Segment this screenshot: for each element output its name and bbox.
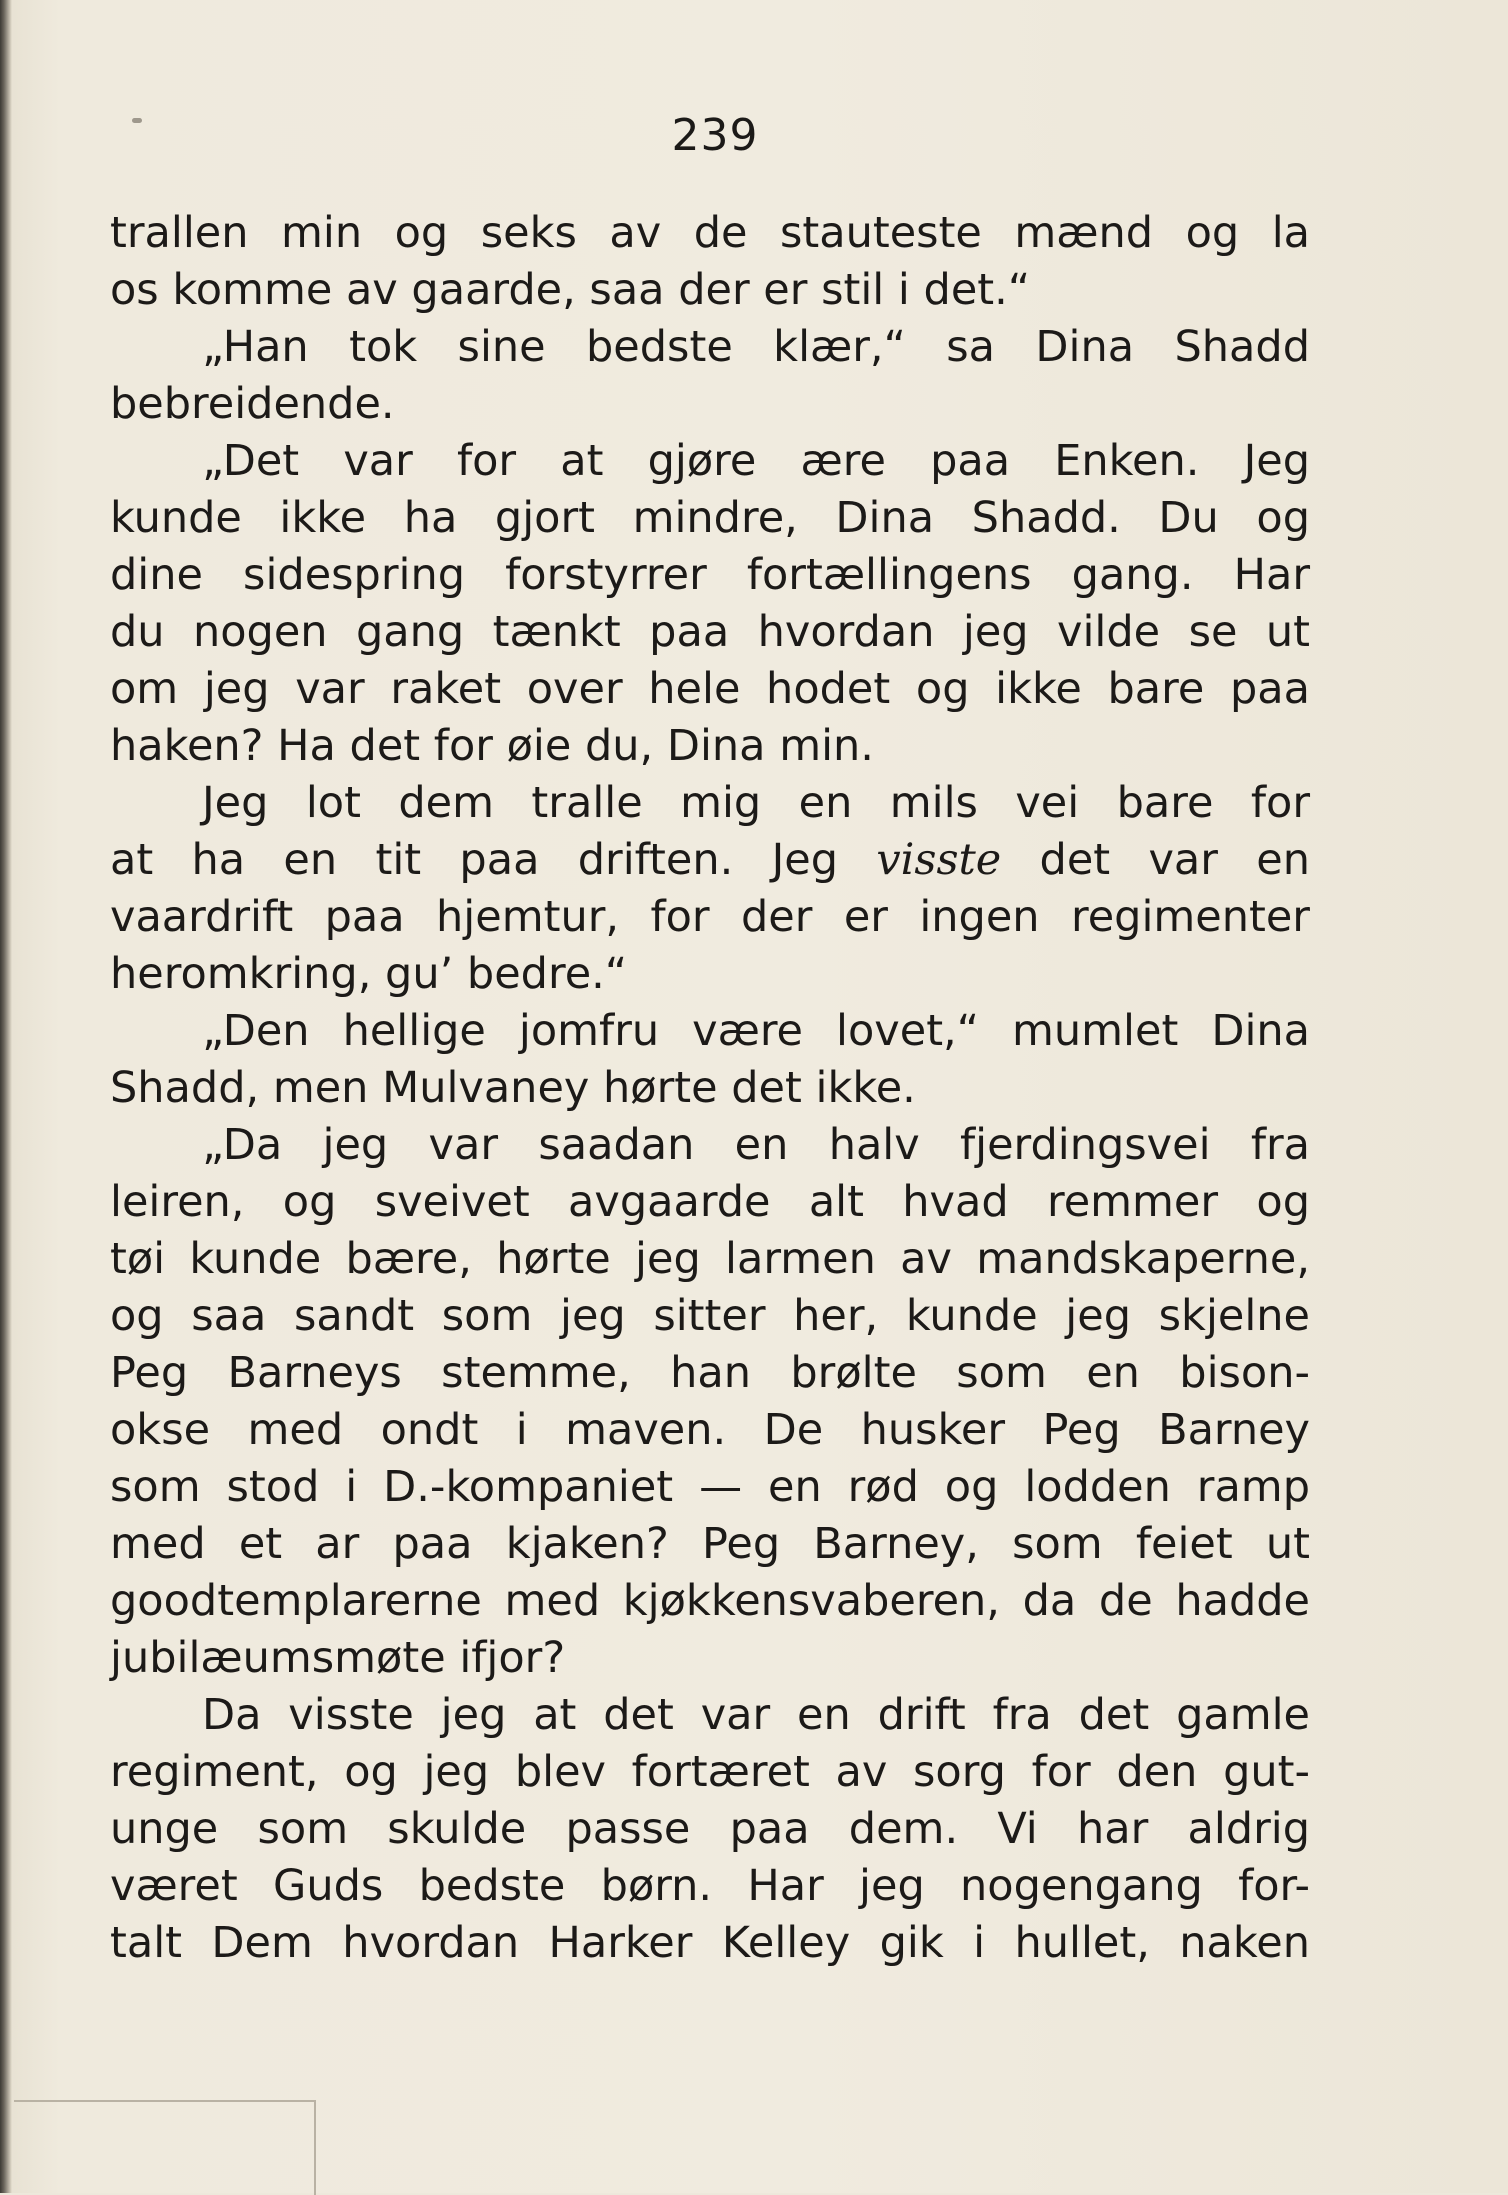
page-number: 239 (671, 110, 759, 161)
scan-corner-mark (14, 2100, 316, 2195)
text-line: vaardrift paa hjemtur, for der er ingen regimenter (110, 892, 1310, 942)
text-line: okse med ondt i maven. De husker Peg Barney (110, 1405, 1310, 1455)
text-line: unge som skulde passe paa dem. Vi har aldrig (110, 1804, 1310, 1854)
text-line: om jeg var raket over hele hodet og ikke bare paa (110, 664, 1310, 714)
text-line (110, 832, 1310, 889)
text-line: du nogen gang tænkt paa hvordan jeg vilde se ut (110, 607, 1310, 657)
text-line: talt Dem hvordan Harker Kelley gik i hullet, naken (110, 1918, 1310, 1968)
text-line: dine sidespring forstyrrer fortællingens gang. Har (110, 550, 1310, 600)
text-line: Da visste jeg at det var en drift fra det gamle (202, 1690, 1310, 1740)
text-line: med et ar paa kjaken? Peg Barney, som feiet ut (110, 1519, 1310, 1569)
text-line: „Han tok sine bedste klær,“ sa Dina Shadd (202, 322, 1310, 372)
text-line: „Da jeg var saadan en halv fjerdingsvei fra (202, 1120, 1310, 1170)
text-segment: det var en (1001, 835, 1310, 885)
text-line: tøi kunde bære, hørte jeg larmen av mandskaperne, (110, 1234, 1310, 1284)
italic-word: visste (876, 835, 1002, 885)
text-segment: at ha en tit paa driften. Jeg (110, 835, 877, 885)
text-line: leiren, og sveivet avgaarde alt hvad remmer og (110, 1177, 1310, 1227)
text-line: kunde ikke ha gjort mindre, Dina Shadd. Du og (110, 493, 1310, 543)
text-line: goodtemplarerne med kjøkkensvaberen, da de hadde (110, 1576, 1310, 1626)
text-line: os komme av gaarde, saa der er stil i det.“ (110, 265, 1031, 315)
text-line: været Guds bedste børn. Har jeg nogengang for- (110, 1861, 1310, 1911)
text-line: Peg Barneys stemme, han brølte som en bison- (110, 1348, 1310, 1398)
text-line: Jeg lot dem tralle mig en mils vei bare for (202, 778, 1310, 828)
text-line: haken? Ha det for øie du, Dina min. (110, 721, 874, 771)
text-line: trallen min og seks av de stauteste mænd og la (110, 208, 1310, 258)
text-line: Shadd, men Mulvaney hørte det ikke. (110, 1063, 916, 1113)
text-line: jubilæumsmøte ifjor? (110, 1633, 566, 1683)
text-line: „Det var for at gjøre ære paa Enken. Jeg (202, 436, 1310, 486)
text-line: „Den hellige jomfru være lovet,“ mumlet Dina (202, 1006, 1310, 1056)
text-line: bebreidende. (110, 379, 395, 429)
text-line: og saa sandt som jeg sitter her, kunde jeg skjelne (110, 1291, 1310, 1341)
text-line: heromkring, gu’ bedre.“ (110, 949, 628, 999)
text-line: regiment, og jeg blev fortæret av sorg for den gut- (110, 1747, 1310, 1797)
body-text (110, 205, 1310, 1972)
text-line: som stod i D.-kompaniet — en rød og lodden ramp (110, 1462, 1310, 1512)
page-binding-edge (0, 0, 12, 2193)
